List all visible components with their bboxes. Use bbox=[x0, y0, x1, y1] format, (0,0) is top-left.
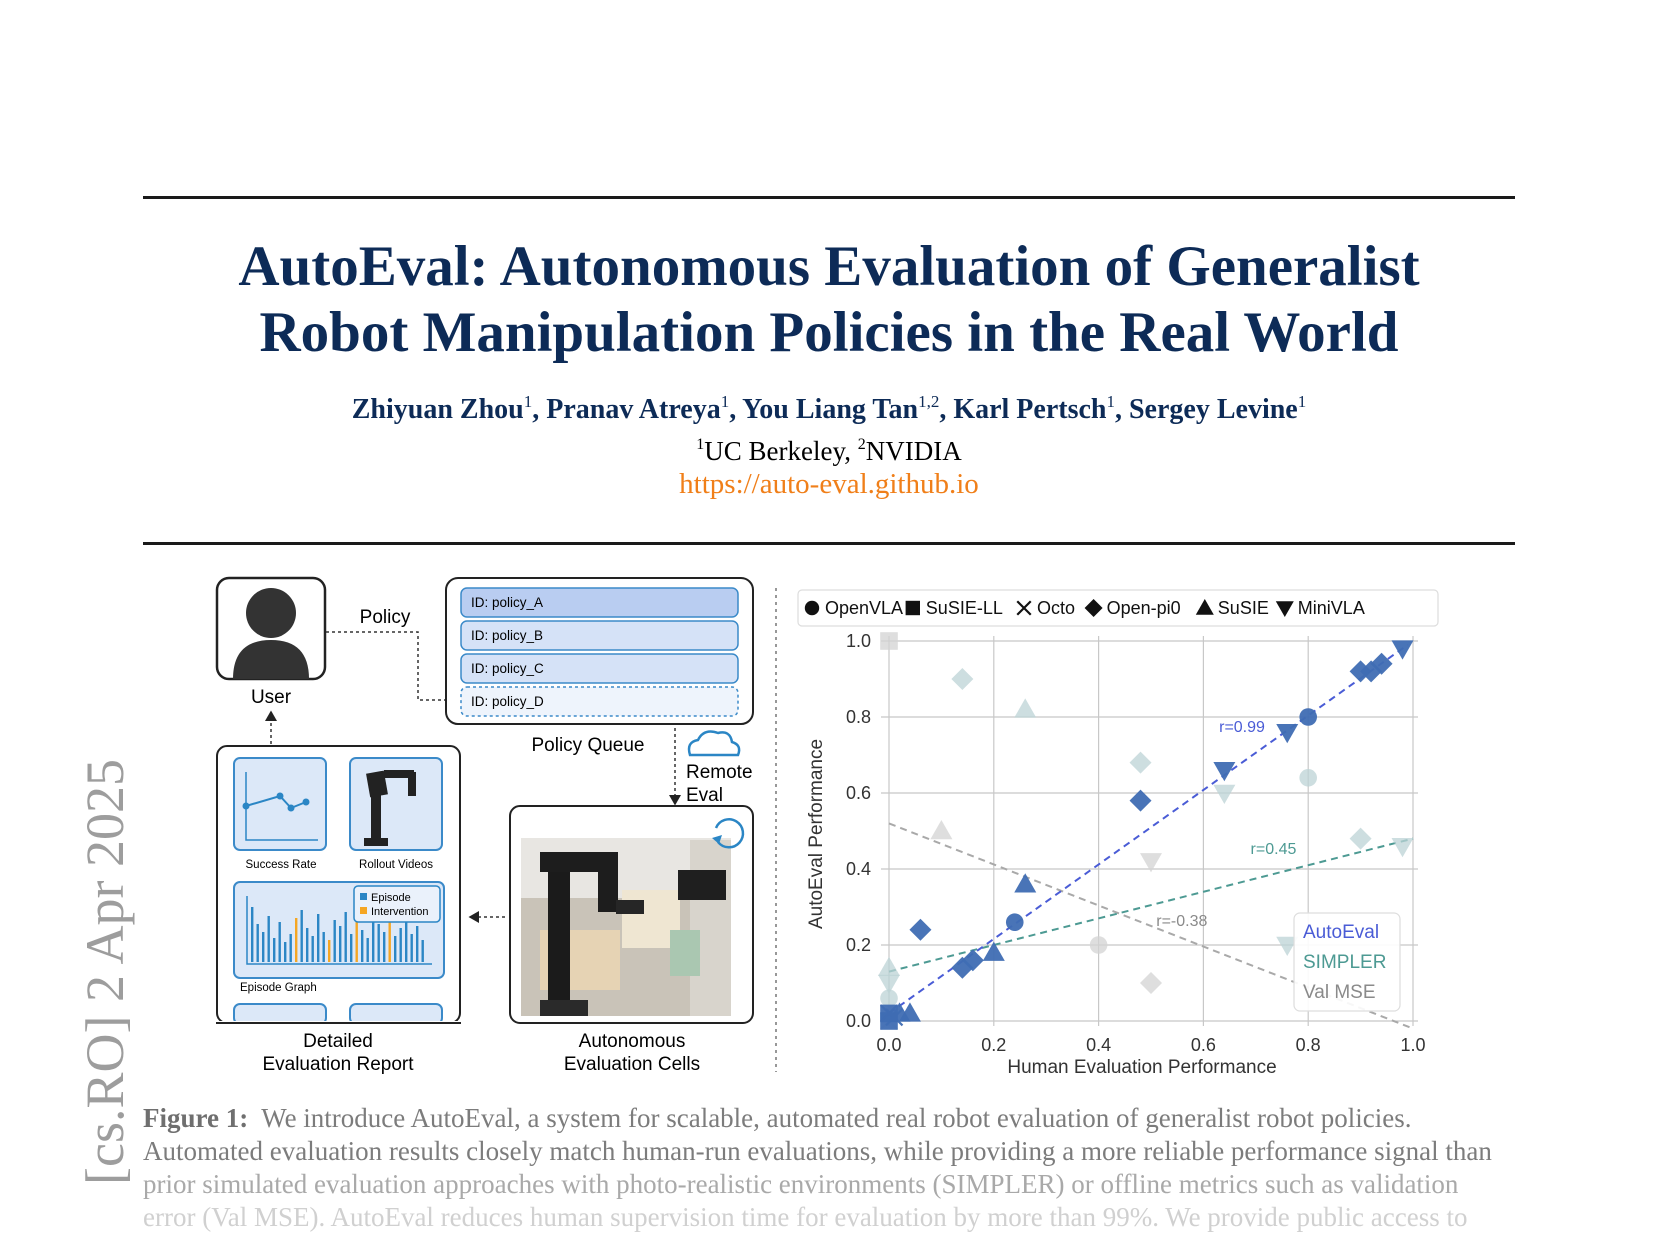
x-tick-label: 0.0 bbox=[876, 1035, 902, 1055]
legend-circle-icon bbox=[805, 601, 819, 615]
y-tick-label: 0.6 bbox=[845, 783, 871, 803]
episode-bar bbox=[306, 928, 308, 962]
bottom-rule bbox=[143, 542, 1515, 545]
y-tick-label: 0.0 bbox=[845, 1011, 871, 1031]
episode-bar bbox=[345, 912, 347, 962]
project-url-link[interactable]: https://auto-eval.github.io bbox=[679, 468, 979, 500]
episode-bar bbox=[317, 914, 319, 962]
episode-bar bbox=[339, 926, 341, 962]
paper-title-line1: AutoEval: Autonomous Evaluation of Generalist bbox=[238, 235, 1420, 298]
episode-bar bbox=[416, 926, 418, 962]
marker-legend-label: SuSIE-LL bbox=[925, 598, 1003, 618]
marker-legend-label: OpenVLA bbox=[825, 598, 904, 618]
data-point-val-mse-triangle-up bbox=[930, 820, 952, 839]
episode-bar bbox=[405, 918, 407, 962]
policy-queue-label: Policy Queue bbox=[531, 735, 645, 756]
data-point-val-mse-diamond bbox=[1140, 972, 1162, 994]
x-tick-label: 0.2 bbox=[981, 1035, 1007, 1055]
episode-bar bbox=[361, 930, 363, 962]
x-tick-label: 0.4 bbox=[1086, 1035, 1112, 1055]
episode-bar bbox=[312, 936, 314, 962]
marker-legend-label: Open-pi0 bbox=[1106, 598, 1181, 618]
episode-graph-label: Episode Graph bbox=[240, 982, 317, 994]
queue-item-label: ID: policy_C bbox=[471, 661, 544, 676]
report-label-1: Detailed bbox=[303, 1031, 373, 1052]
episode-swatch-icon bbox=[360, 893, 367, 900]
data-point-simpler-triangle-up bbox=[878, 957, 900, 976]
episode-bar bbox=[411, 934, 413, 962]
author-name: Zhiyuan Zhou bbox=[351, 394, 524, 425]
queue-item-label: ID: policy_A bbox=[471, 595, 544, 610]
y-axis-label: AutoEval Performance bbox=[806, 738, 827, 930]
episode-legend-label: Episode bbox=[371, 892, 411, 904]
author-affiliation-mark: 1 bbox=[1297, 392, 1307, 411]
data-point-autoeval-circle bbox=[1299, 708, 1317, 726]
marker-legend-label: MiniVLA bbox=[1297, 598, 1365, 618]
caption-label: Figure 1: bbox=[143, 1103, 249, 1133]
remote-label-2: Eval bbox=[686, 785, 723, 806]
remote-label-1: Remote bbox=[686, 762, 753, 783]
episode-bar bbox=[251, 907, 253, 962]
episode-bar bbox=[350, 934, 352, 962]
system-diagram bbox=[200, 570, 780, 1090]
author-affiliation-mark: 1 bbox=[1106, 392, 1115, 411]
method-legend-label: AutoEval bbox=[1303, 922, 1380, 943]
success-rate-label: Success Rate bbox=[245, 859, 317, 871]
intervention-swatch-icon bbox=[360, 907, 367, 914]
episode-bar bbox=[383, 932, 385, 962]
figure-caption bbox=[143, 1102, 1515, 1234]
episode-bar bbox=[295, 918, 297, 962]
caption-line3: prior simulated evaluation approaches with photo-realistic environments (SIMPLER) or offline metrics such as validation bbox=[143, 1169, 1459, 1199]
legend-square-icon bbox=[906, 601, 920, 615]
marker-legend-label: SuSIE bbox=[1217, 598, 1269, 618]
author-name: Pranav Atreya bbox=[546, 394, 721, 425]
method-legend-label: SIMPLER bbox=[1303, 952, 1387, 973]
data-point-simpler-diamond bbox=[951, 668, 973, 690]
x-tick-label: 1.0 bbox=[1400, 1035, 1426, 1055]
episode-bar bbox=[290, 934, 292, 962]
rollout-videos-label: Rollout Videos bbox=[359, 859, 433, 871]
data-point-autoeval-circle bbox=[1006, 913, 1024, 931]
top-rule bbox=[143, 196, 1515, 199]
author-affiliation-mark: 1 bbox=[523, 392, 533, 411]
submit-arrow bbox=[326, 632, 465, 700]
method-legend-label: Val MSE bbox=[1303, 982, 1376, 1003]
data-point-simpler-diamond bbox=[1350, 828, 1372, 850]
correlation-label: r=0.45 bbox=[1250, 840, 1297, 858]
data-point-autoeval-triangle-up bbox=[1014, 873, 1036, 892]
caption-line4: error (Val MSE). AutoEval reduces human supervision time for evaluation by more than 99%. We provide public access to bbox=[143, 1202, 1468, 1232]
data-point-val-mse-circle bbox=[1090, 936, 1108, 954]
queue-item-label: ID: policy_B bbox=[471, 628, 544, 643]
episode-bar bbox=[257, 924, 259, 962]
episode-bar bbox=[328, 940, 330, 962]
episode-bar bbox=[356, 922, 358, 962]
episode-bar bbox=[262, 932, 264, 962]
user-label: User bbox=[250, 687, 292, 708]
episode-bar bbox=[279, 922, 281, 962]
episode-bar bbox=[268, 916, 270, 962]
correlation-scatter-chart bbox=[790, 575, 1450, 1085]
data-point-simpler-circle bbox=[1299, 769, 1317, 787]
author-name: Sergey Levine bbox=[1128, 394, 1298, 425]
episode-bar bbox=[378, 924, 380, 962]
y-tick-label: 0.8 bbox=[845, 707, 871, 727]
episode-bar bbox=[301, 910, 303, 962]
author-name: You Liang Tan bbox=[742, 394, 919, 425]
data-point-simpler-triangle-down bbox=[1213, 785, 1235, 804]
robot-cell-photo bbox=[521, 838, 731, 1016]
affiliation-number: 1 bbox=[696, 436, 705, 453]
data-point-autoeval-diamond bbox=[909, 919, 931, 941]
x-tick-label: 0.6 bbox=[1190, 1035, 1216, 1055]
cells-label-1: Autonomous bbox=[578, 1031, 686, 1052]
episode-bar bbox=[400, 928, 402, 962]
data-point-val-mse-square bbox=[880, 632, 898, 650]
policy-label: Policy bbox=[359, 607, 411, 628]
paper-title-line2: Robot Manipulation Policies in the Real World bbox=[259, 301, 1399, 364]
episode-bar bbox=[334, 920, 336, 962]
marker-legend-label: Octo bbox=[1037, 598, 1076, 618]
y-tick-label: 1.0 bbox=[845, 631, 871, 651]
author-affiliation-mark: 1 bbox=[720, 392, 730, 411]
data-point-autoeval-triangle-down bbox=[1213, 762, 1235, 781]
data-point-autoeval-triangle-down bbox=[1276, 724, 1298, 743]
affiliation-name: NVIDIA bbox=[865, 436, 962, 466]
queue-item-label: ID: policy_D bbox=[471, 694, 544, 709]
data-point-simpler-triangle-up bbox=[1014, 698, 1036, 717]
episode-bar bbox=[372, 916, 374, 962]
episode-bar bbox=[273, 938, 275, 962]
cloud-icon bbox=[689, 732, 739, 755]
cells-label-2: Evaluation Cells bbox=[563, 1054, 701, 1075]
data-point-simpler-triangle-down bbox=[1392, 838, 1414, 857]
author-name: Karl Pertsch bbox=[953, 394, 1107, 425]
correlation-label: r=0.99 bbox=[1219, 719, 1265, 737]
affiliation-name: UC Berkeley bbox=[704, 436, 845, 466]
caption-line1: We introduce AutoEval, a system for scalable, automated real robot evaluation of generalist robot policies. bbox=[261, 1103, 1412, 1133]
x-tick-label: 0.8 bbox=[1295, 1035, 1321, 1055]
episode-bar bbox=[284, 942, 286, 962]
correlation-label: r=-0.38 bbox=[1156, 913, 1208, 930]
episode-bar bbox=[367, 938, 369, 962]
author-affiliation-mark: 1,2 bbox=[918, 392, 940, 411]
affiliation-number: 2 bbox=[857, 436, 866, 453]
y-tick-label: 0.2 bbox=[845, 935, 871, 955]
intervention-legend-label: Intervention bbox=[371, 906, 429, 918]
arxiv-side-stamp: [cs.RO] 2 Apr 2025 bbox=[75, 759, 135, 1185]
affiliations: $^1$UC Berkeley, $^2$NVIDIA bbox=[696, 436, 962, 466]
x-axis-label: Human Evaluation Performance bbox=[1007, 1057, 1277, 1078]
y-tick-label: 0.4 bbox=[845, 859, 871, 879]
data-point-simpler-diamond bbox=[1130, 752, 1152, 774]
author-list: Zhiyuan Zhou$^1$, Pranav Atreya$^1$, You Liang Tan$^{1,2}$, Karl Pertsch$^1$, Sergey Levine$^1$ bbox=[351, 392, 1307, 425]
episode-bar bbox=[323, 932, 325, 962]
caption-line2: Automated evaluation results closely match human-run evaluations, while providing a more reliable performance signal than bbox=[143, 1136, 1492, 1166]
episode-bar bbox=[422, 940, 424, 962]
episode-bar bbox=[394, 936, 396, 962]
data-point-simpler-circle bbox=[880, 989, 898, 1007]
report-label-2: Evaluation Report bbox=[262, 1054, 414, 1075]
data-point-autoeval-triangle-down bbox=[1392, 640, 1414, 659]
user-avatar-icon bbox=[217, 578, 325, 679]
